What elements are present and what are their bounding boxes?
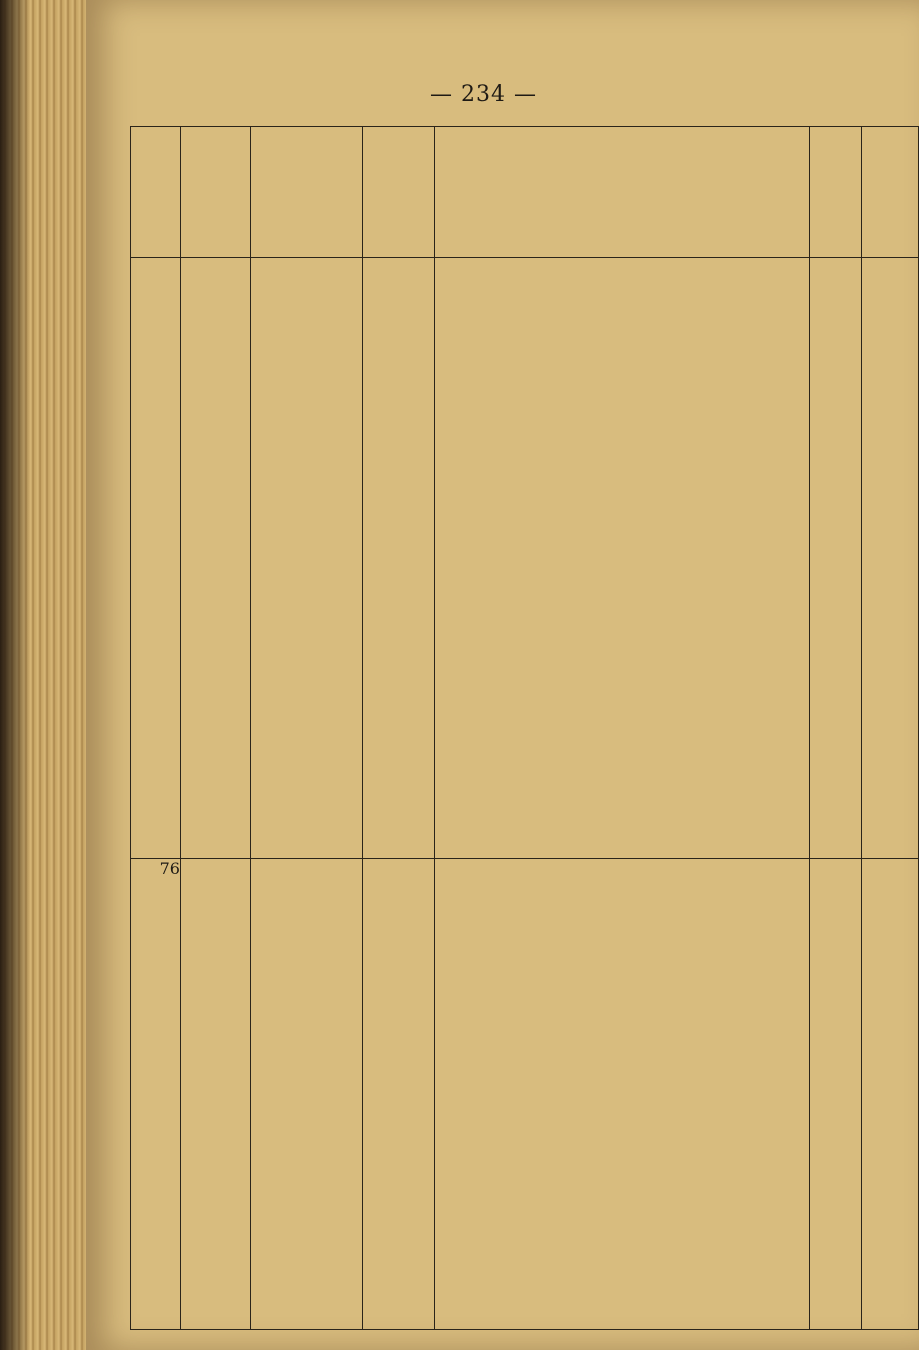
header-lobe [862, 127, 919, 258]
table-header-row [131, 127, 919, 258]
header-duration [362, 127, 435, 258]
complaints-text [435, 258, 810, 859]
sex-age [180, 258, 250, 859]
residence [251, 859, 362, 1330]
goiter-size [809, 859, 861, 1330]
spine-shadow [0, 0, 30, 1350]
table-row [131, 859, 919, 1330]
header-case-number [131, 127, 181, 258]
page-number: — 234 — [430, 82, 537, 107]
header-complaints [435, 127, 810, 258]
complaints-text [435, 859, 810, 1330]
case-number: 76 [131, 859, 181, 1330]
duration [362, 258, 435, 859]
affected-lobe [862, 258, 919, 859]
case-number [131, 258, 181, 859]
table-row [131, 258, 919, 859]
case-table [130, 126, 919, 1330]
header-residence [251, 127, 362, 258]
header-sex-age [180, 127, 250, 258]
sex-age [180, 859, 250, 1330]
goiter-size [809, 258, 861, 859]
duration [362, 859, 435, 1330]
header-size [809, 127, 861, 258]
residence [251, 258, 362, 859]
affected-lobe [862, 859, 919, 1330]
